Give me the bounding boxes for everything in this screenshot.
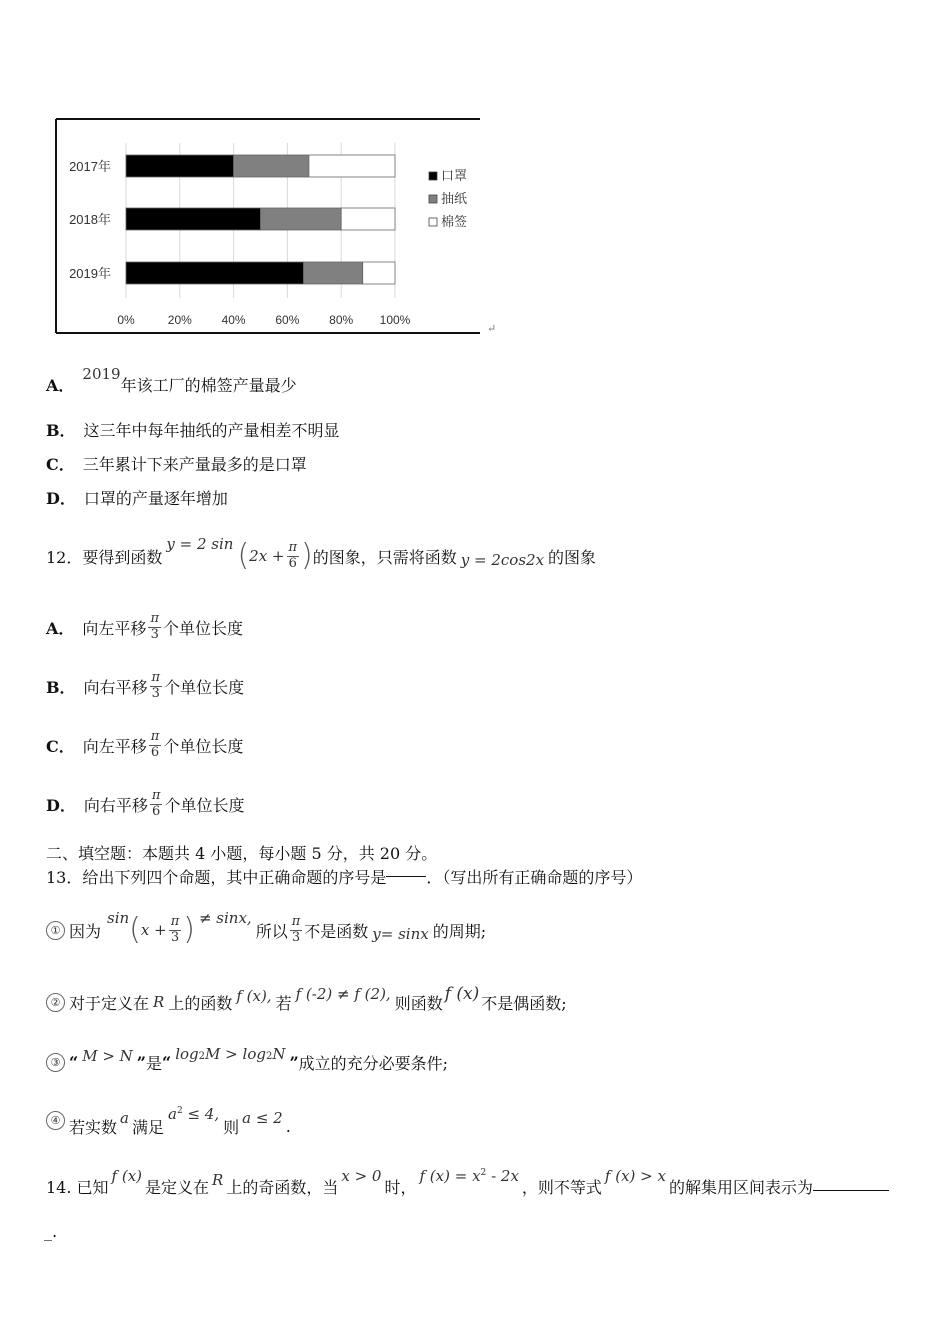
q12-option-a: [46, 604, 243, 650]
x-tick-label: 40%: [221, 313, 246, 327]
x-tick-label: 60%: [275, 313, 300, 327]
sin-math: sin: [107, 909, 130, 927]
quote-mark: ”: [289, 1052, 299, 1072]
prop-text: 上的函数: [168, 993, 233, 1013]
legend-swatch: [429, 172, 437, 180]
quote-mark: ”: [136, 1052, 146, 1072]
mn-math: M > N: [82, 1047, 133, 1065]
year-math: 2019: [82, 365, 121, 383]
stem-text: 的解集用区间表示为: [668, 1177, 813, 1197]
neq-math: ≠ sinx,: [198, 909, 252, 927]
a-squared-math: [168, 1105, 219, 1123]
option-text: 个单位长度: [164, 795, 245, 815]
exponent: 2: [480, 1168, 487, 1178]
prop-text: 成立的充分必要条件;: [298, 1053, 449, 1073]
log-math: [175, 1045, 285, 1063]
func1-math: y = 2 sin: [166, 535, 234, 553]
option-text: 向左平移: [82, 618, 147, 638]
frac-num: π: [151, 788, 161, 804]
q13-proposition-1: [46, 902, 486, 958]
frac-den: 3: [170, 929, 180, 945]
stacked-bar-chart: [55, 118, 485, 334]
option-label: B．: [46, 677, 76, 697]
prop-text: 满足: [131, 1117, 164, 1137]
bar-segment: [261, 208, 342, 230]
option-label: D．: [46, 795, 76, 815]
frac-den: 6: [288, 555, 297, 571]
frac-den: 3: [291, 929, 301, 945]
legend-label: 棉签: [441, 215, 468, 230]
paren-open: (: [129, 912, 141, 947]
bar-segment: [126, 155, 234, 177]
option-label: A．: [46, 618, 75, 638]
bar-segment: [363, 262, 395, 284]
frac-den: 3: [151, 685, 160, 701]
paren-open: (: [237, 538, 250, 573]
quote-mark: “: [69, 1052, 79, 1072]
frac-den: 6: [152, 803, 161, 819]
prop-text: 不是偶函数;: [481, 993, 567, 1013]
prop-text: 所以: [255, 921, 288, 941]
stem-text: ，则不等式: [521, 1177, 602, 1197]
R-math: R: [153, 993, 165, 1011]
bar-segment: [234, 155, 309, 177]
bar-segment: [341, 208, 395, 230]
def-right: - 2x: [491, 1167, 519, 1185]
sin-inner: x +: [140, 921, 167, 939]
x-gt-0-math: x > 0: [341, 1167, 382, 1185]
q12-option-c: [46, 722, 243, 768]
log-word: log: [242, 1045, 266, 1063]
prop-text: 则函数: [394, 993, 443, 1013]
q11-option-a: [46, 366, 297, 402]
option-frac: [149, 730, 162, 760]
a-base: a: [167, 1105, 177, 1123]
stem-text: ．（写出所有正确命题的序号）: [426, 867, 643, 887]
stem-text: 14. 已知: [46, 1177, 109, 1197]
func1-inner: 2x +: [249, 547, 285, 565]
pi-over-3: [169, 915, 182, 945]
x-tick-label: 0%: [117, 313, 135, 327]
prop-text: 若: [275, 993, 292, 1013]
fx-math: f (x): [444, 984, 480, 1004]
frac-num: π: [288, 540, 298, 556]
ineq-math: f (x) > x: [604, 1167, 666, 1185]
category-label: 2018年: [69, 212, 111, 227]
pi-over-6: [287, 541, 300, 571]
category-label: 2017年: [69, 159, 111, 174]
option-label: B．: [46, 420, 76, 440]
option-label: A．: [46, 375, 75, 395]
option-label: D．: [46, 488, 76, 508]
prop-text: 若实数: [69, 1117, 118, 1137]
prop-text: 因为: [69, 921, 102, 941]
log-base: 2: [265, 1051, 273, 1062]
return-mark: ↵: [487, 322, 497, 335]
q14-stem: [46, 1160, 889, 1200]
q13-proposition-4: [46, 1100, 291, 1140]
quote-mark: “: [162, 1052, 172, 1072]
func-math: y= sinx: [372, 925, 429, 943]
q13-proposition-3: [46, 1042, 448, 1082]
stem-text: 上的奇函数，当: [226, 1177, 339, 1197]
option-frac: [150, 789, 163, 819]
paren-close: ): [183, 912, 195, 947]
answer-blank[interactable]: [813, 1190, 889, 1191]
frac-den: 3: [150, 626, 159, 642]
option-text: 个单位长度: [162, 618, 243, 638]
x-tick-label: 100%: [379, 313, 411, 327]
legend-swatch: [429, 218, 437, 226]
prop-text: 不是函数: [304, 921, 369, 941]
ale2-math: a ≤ 2: [242, 1109, 283, 1127]
fx-math: f (x),: [236, 987, 272, 1005]
option-text: 向左平移: [82, 736, 147, 756]
fx-def-math: [419, 1167, 518, 1185]
q13-proposition-2: [46, 982, 567, 1022]
legend-label: 抽纸: [441, 192, 468, 207]
option-text: 向右平移: [83, 677, 148, 697]
question-number: 12．: [46, 547, 83, 567]
option-text: 个单位长度: [163, 736, 244, 756]
prop-text: 的周期;: [432, 921, 487, 941]
q12-option-d: [46, 781, 244, 827]
R-math: R: [212, 1171, 224, 1189]
stem-text: 13．给出下列四个命题，其中正确命题的序号是: [46, 867, 387, 887]
cond-math: f (-2) ≠ f (2),: [295, 985, 391, 1003]
bar-segment: [309, 155, 395, 177]
a-math: a: [120, 1109, 129, 1127]
q13-stem: [46, 861, 642, 891]
paren-close: ): [301, 538, 313, 573]
def-left: f (x) = x: [419, 1167, 481, 1185]
q11-option-c: [46, 448, 307, 478]
stem-text: 是定义在: [145, 1177, 210, 1197]
circled-number: ②: [46, 993, 65, 1012]
fx-math: f (x): [111, 1167, 143, 1185]
exponent: 2: [176, 1106, 183, 1116]
frac-den: 6: [150, 744, 160, 760]
le4: ≤ 4,: [187, 1105, 220, 1123]
stem-text: 时，: [384, 1177, 417, 1197]
pi-over-3: [290, 915, 303, 945]
stem-text: 的图象，只需将函数: [312, 547, 457, 567]
option-text: 口罩的产量逐年增加: [83, 488, 228, 508]
option-text: 个单位长度: [164, 677, 245, 697]
option-text: 三年累计下来产量最多的是口罩: [82, 454, 307, 474]
option-text: 向右平移: [83, 795, 148, 815]
option-frac: [148, 612, 161, 642]
option-text: 这三年中每年抽纸的产量相差不明显: [83, 420, 340, 440]
q14-end: _.: [44, 1222, 58, 1241]
section-title: 二、填空题：本题共 4 小题，每小题 5 分，共 20 分。: [46, 843, 438, 863]
prop-text: 对于定义在: [69, 993, 150, 1013]
bar-segment: [304, 262, 363, 284]
bar-segment: [126, 262, 304, 284]
circled-number: ④: [46, 1111, 65, 1130]
legend-swatch: [429, 195, 437, 203]
stem-text: 的图象: [548, 547, 597, 567]
x-tick-label: 80%: [329, 313, 354, 327]
prop-text: 是: [146, 1053, 163, 1073]
x-tick-label: 20%: [167, 313, 192, 327]
frac-num: π: [170, 914, 180, 930]
q12-option-b: [46, 663, 244, 709]
answer-blank[interactable]: [386, 876, 426, 877]
frac-num: π: [151, 670, 161, 686]
log-word: log: [175, 1045, 199, 1063]
log-arg: M >: [205, 1045, 238, 1063]
log-arg: N: [272, 1045, 286, 1063]
option-label: C．: [46, 454, 75, 474]
category-label: 2019年: [69, 266, 111, 281]
period: .: [285, 1116, 291, 1136]
circled-number: ③: [46, 1053, 65, 1072]
q11-option-b: [46, 414, 340, 444]
circled-number: ①: [46, 921, 65, 940]
q11-option-d: [46, 482, 228, 512]
prop-text: 则: [223, 1117, 240, 1137]
frac-num: π: [150, 611, 159, 627]
legend-label: 口罩: [441, 169, 468, 184]
option-label: C．: [46, 736, 75, 756]
frac-num: π: [291, 914, 301, 930]
bar-segment: [126, 208, 261, 230]
stem-text: 要得到函数: [82, 547, 163, 567]
frac-num: π: [150, 729, 160, 745]
log-base: 2: [198, 1051, 206, 1062]
q12-stem: [46, 528, 596, 584]
func2-math: y = 2cos2x: [460, 551, 545, 569]
option-text: 年该工厂的棉签产量最少: [120, 375, 297, 395]
option-frac: [150, 671, 163, 701]
